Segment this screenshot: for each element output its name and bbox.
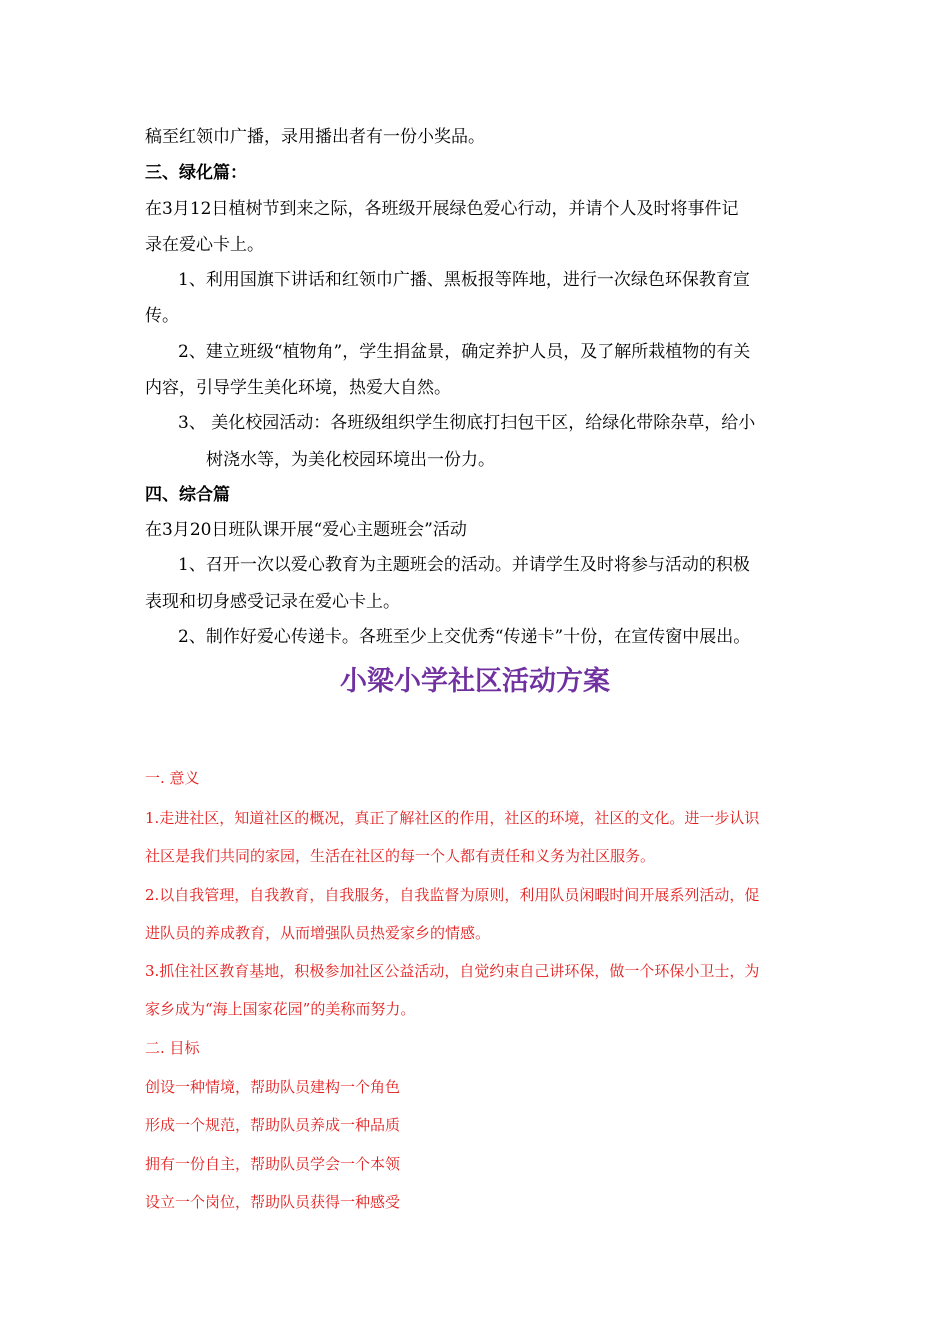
paragraph-line: 在3月20日班队课开展“爱心主题班会”活动 xyxy=(145,520,467,540)
section-heading-comprehensive: 四、综合篇 xyxy=(145,485,230,505)
section-heading-goal: 二. 目标 xyxy=(145,1039,200,1057)
section-heading-greening: 三、绿化篇： xyxy=(145,163,247,183)
section-heading-meaning: 一. 意义 xyxy=(145,769,200,787)
paragraph-line: 2.以自我管理，自我教育，自我服务，自我监督为原则，利用队员闲暇时间开展系列活动，促 xyxy=(145,886,760,904)
list-item-line: 3、 美化校园活动：各班级组织学生彻底打扫包干区，给绿化带除杂草，给小 xyxy=(178,413,756,433)
paragraph-line: 3.抓住社区教育基地，积极参加社区公益活动，自觉约束自己讲环保，做一个环保小卫士，为 xyxy=(145,962,760,980)
goal-item: 创设一种情境，帮助队员建构一个角色 xyxy=(145,1078,401,1096)
paragraph-line: 家乡成为“海上国家花园”的美称而努力。 xyxy=(145,1000,416,1018)
list-item-line: 2、建立班级“植物角”，学生捐盆景，确定养护人员，及了解所栽植物的有关 xyxy=(178,342,751,362)
paragraph-line: 录在爱心卡上。 xyxy=(145,235,264,255)
list-item-line: 树浇水等，为美化校园环境出一份力。 xyxy=(206,450,495,470)
paragraph-line: 社区是我们共同的家园，生活在社区的每一个人都有责任和义务为社区服务。 xyxy=(145,847,656,865)
goal-item: 设立一个岗位，帮助队员获得一种感受 xyxy=(145,1193,401,1211)
paragraph-line: 1.走进社区，知道社区的概况，真正了解社区的作用，社区的环境，社区的文化。进一步认识 xyxy=(145,809,760,827)
list-item-line: 表现和切身感受记录在爱心卡上。 xyxy=(145,592,400,612)
goal-item: 形成一个规范，帮助队员养成一种品质 xyxy=(145,1116,401,1134)
document-title: 小梁小学社区活动方案 xyxy=(340,666,610,697)
paragraph-line: 在3月12日植树节到来之际，各班级开展绿色爱心行动，并请个人及时将事件记 xyxy=(145,199,739,219)
list-item-line: 传。 xyxy=(145,306,179,326)
list-item-line: 2、制作好爱心传递卡。各班至少上交优秀“传递卡”十份，在宣传窗中展出。 xyxy=(178,627,751,647)
list-item-line: 内容，引导学生美化环境，热爱大自然。 xyxy=(145,378,451,398)
list-item-line: 1、召开一次以爱心教育为主题班会的活动。并请学生及时将参与活动的积极 xyxy=(178,555,750,575)
paragraph-line: 稿至红领巾广播，录用播出者有一份小奖品。 xyxy=(145,127,485,147)
goal-item: 拥有一份自主，帮助队员学会一个本领 xyxy=(145,1155,401,1173)
paragraph-line: 进队员的养成教育，从而增强队员热爱家乡的情感。 xyxy=(145,924,491,942)
list-item-line: 1、利用国旗下讲话和红领巾广播、黑板报等阵地，进行一次绿色环保教育宣 xyxy=(178,270,750,290)
